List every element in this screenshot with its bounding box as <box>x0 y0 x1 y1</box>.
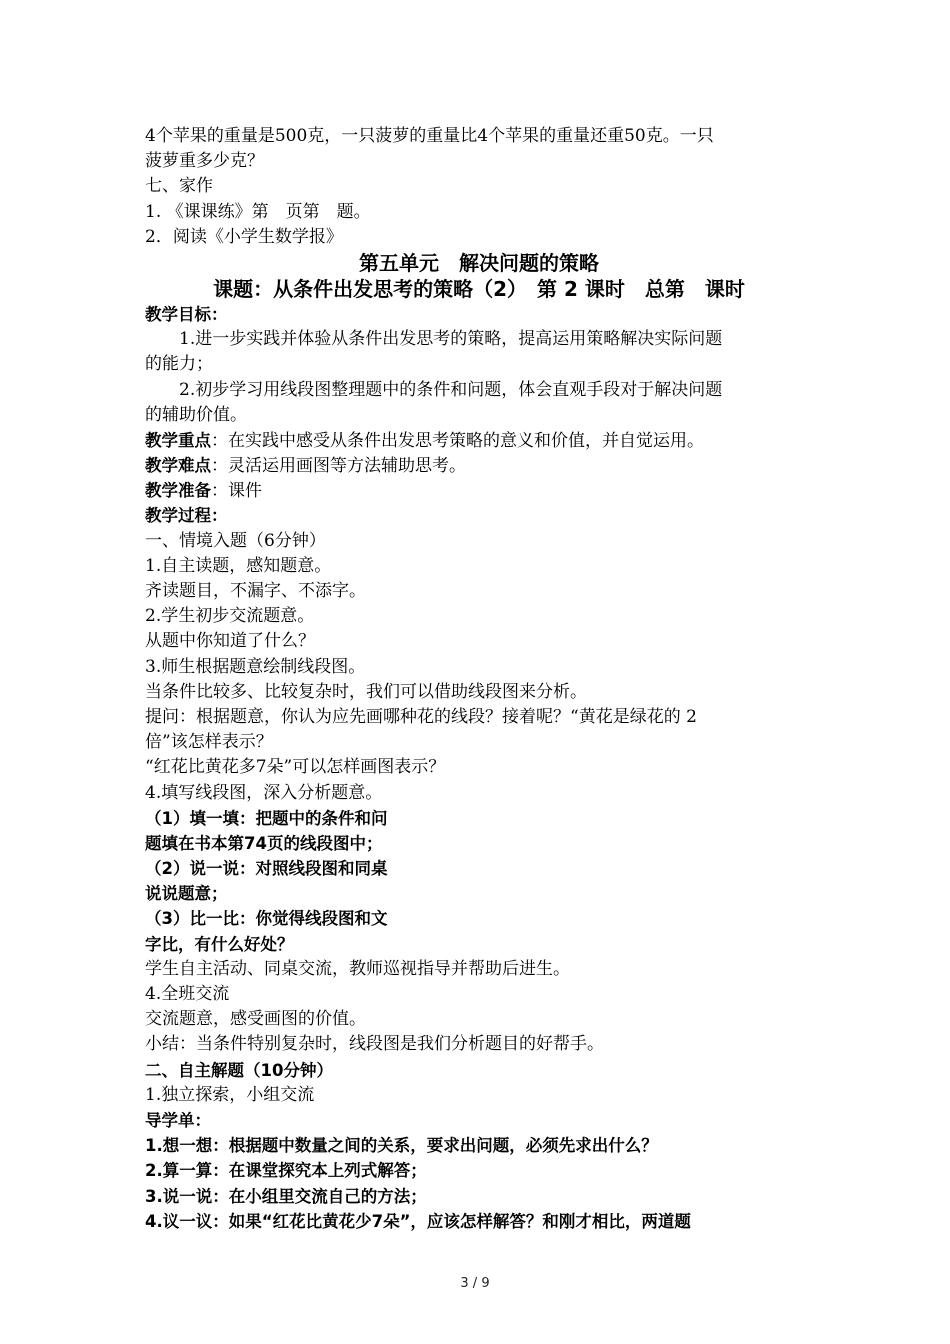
guide-item-1: 1.想一想：根据题中数量之间的关系，要求出问题，必须先求出什么？ <box>145 1136 658 1156</box>
difficulty-text: ：灵活运用画图等方法辅助思考。 <box>211 456 466 477</box>
step-3-question-line-2: 倍”该怎样表示？ <box>145 732 273 753</box>
guide-item-2: 2.算一算：在课堂探究本上列式解答； <box>145 1161 427 1181</box>
step-3-question-2: “红花比黄花多7朵”可以怎样画图表示？ <box>145 757 446 778</box>
problem-line-1: 4个苹果的重量是500克，一只菠萝的重量比4个苹果的重量还重50克。一只 <box>145 126 714 146</box>
unit-title: 第五单元 解决问题的策略 <box>359 250 599 275</box>
step-5-detail: 交流题意，感受画图的价值。 <box>145 1009 366 1030</box>
step-3: 3.师生根据题意绘制线段图。 <box>145 656 366 677</box>
section-1-title: 一、情境入题（6分钟） <box>145 530 326 551</box>
key-point <box>145 428 813 453</box>
difficulty-label: 教学难点 <box>145 456 211 476</box>
step-1-detail: 齐读题目，不漏字、不添字。 <box>145 581 366 601</box>
step-5-summary: 小结：当条件特别复杂时，线段图是我们分析题目的好帮手。 <box>145 1034 604 1055</box>
goal-1-line-2: 的能力； <box>145 354 213 375</box>
document-page <box>145 124 813 1234</box>
section-2-title: 二、自主解题（10分钟） <box>145 1060 333 1080</box>
step-2: 2.学生初步交流题意。 <box>145 606 315 627</box>
goal-2-line-2: 的辅助价值。 <box>145 404 247 425</box>
goals-label: 教学目标： <box>145 304 228 324</box>
section-2-step-1: 1.独立探索，小组交流 <box>145 1084 315 1105</box>
step-4-task-3a: （3）比一比：你觉得线段图和文 <box>145 909 388 929</box>
step-4-task-2b: 说说题意； <box>145 884 228 904</box>
page-number: 3 / 9 <box>460 1276 490 1291</box>
goal-1-line-1: 1.进一步实践并体验从条件出发思考的策略，提高运用策略解决实际问题 <box>179 329 723 350</box>
goal-2-line-1: 2.初步学习用线段图整理题中的条件和问题，体会直观手段对于解决问题 <box>179 379 723 400</box>
guide-item-4: 4.议一议：如果“红花比黄花少7朵”，应该怎样解答？和刚才相比，两道题 <box>145 1211 691 1231</box>
homework-item-1: 1. 《课课练》第 页第 题。 <box>145 201 371 222</box>
difficulty-point <box>145 453 813 478</box>
guide-label: 导学单： <box>145 1110 211 1130</box>
lesson-title: 课题：从条件出发思考的策略（2） 第 2 课时 总第 课时 <box>213 276 745 301</box>
preparation-label: 教学准备 <box>145 481 211 501</box>
key-point-text: ：在实践中感受从条件出发思考策略的意义和价值，并自觉运用。 <box>211 430 704 451</box>
step-3-question-line-1: 提问：根据题意，你认为应先画哪种花的线段？接着呢？“黄花是绿花的 2 <box>145 706 697 727</box>
step-5: 4.全班交流 <box>145 984 230 1004</box>
homework-title: 七、家作 <box>145 176 213 197</box>
process-label: 教学过程： <box>145 506 228 526</box>
preparation-text: ：课件 <box>211 481 262 502</box>
step-4-task-1b: 题填在书本第74页的线段图中； <box>145 833 383 853</box>
homework-item-2: 2．阅读《小学生数学报》 <box>145 226 343 247</box>
step-1: 1.自主读题，感知题意。 <box>145 555 332 576</box>
preparation <box>145 478 813 503</box>
step-4-task-1a: （1）填一填：把题中的条件和问 <box>145 808 388 828</box>
step-4: 4.填写线段图，深入分析题意。 <box>145 782 383 803</box>
step-3-detail: 当条件比较多、比较复杂时，我们可以借助线段图来分析。 <box>145 681 587 702</box>
key-point-label: 教学重点 <box>145 430 211 450</box>
step-4-task-2a: （2）说一说：对照线段图和同桌 <box>145 859 388 879</box>
problem-line-2: 菠萝重多少克？ <box>145 151 264 172</box>
step-4-activity: 学生自主活动、同桌交流，教师巡视指导并帮助后进生。 <box>145 958 570 979</box>
guide-item-3: 3.说一说：在小组里交流自己的方法； <box>145 1186 427 1206</box>
step-2-detail: 从题中你知道了什么？ <box>145 631 315 652</box>
step-4-task-3b: 字比，有什么好处？ <box>145 934 294 954</box>
